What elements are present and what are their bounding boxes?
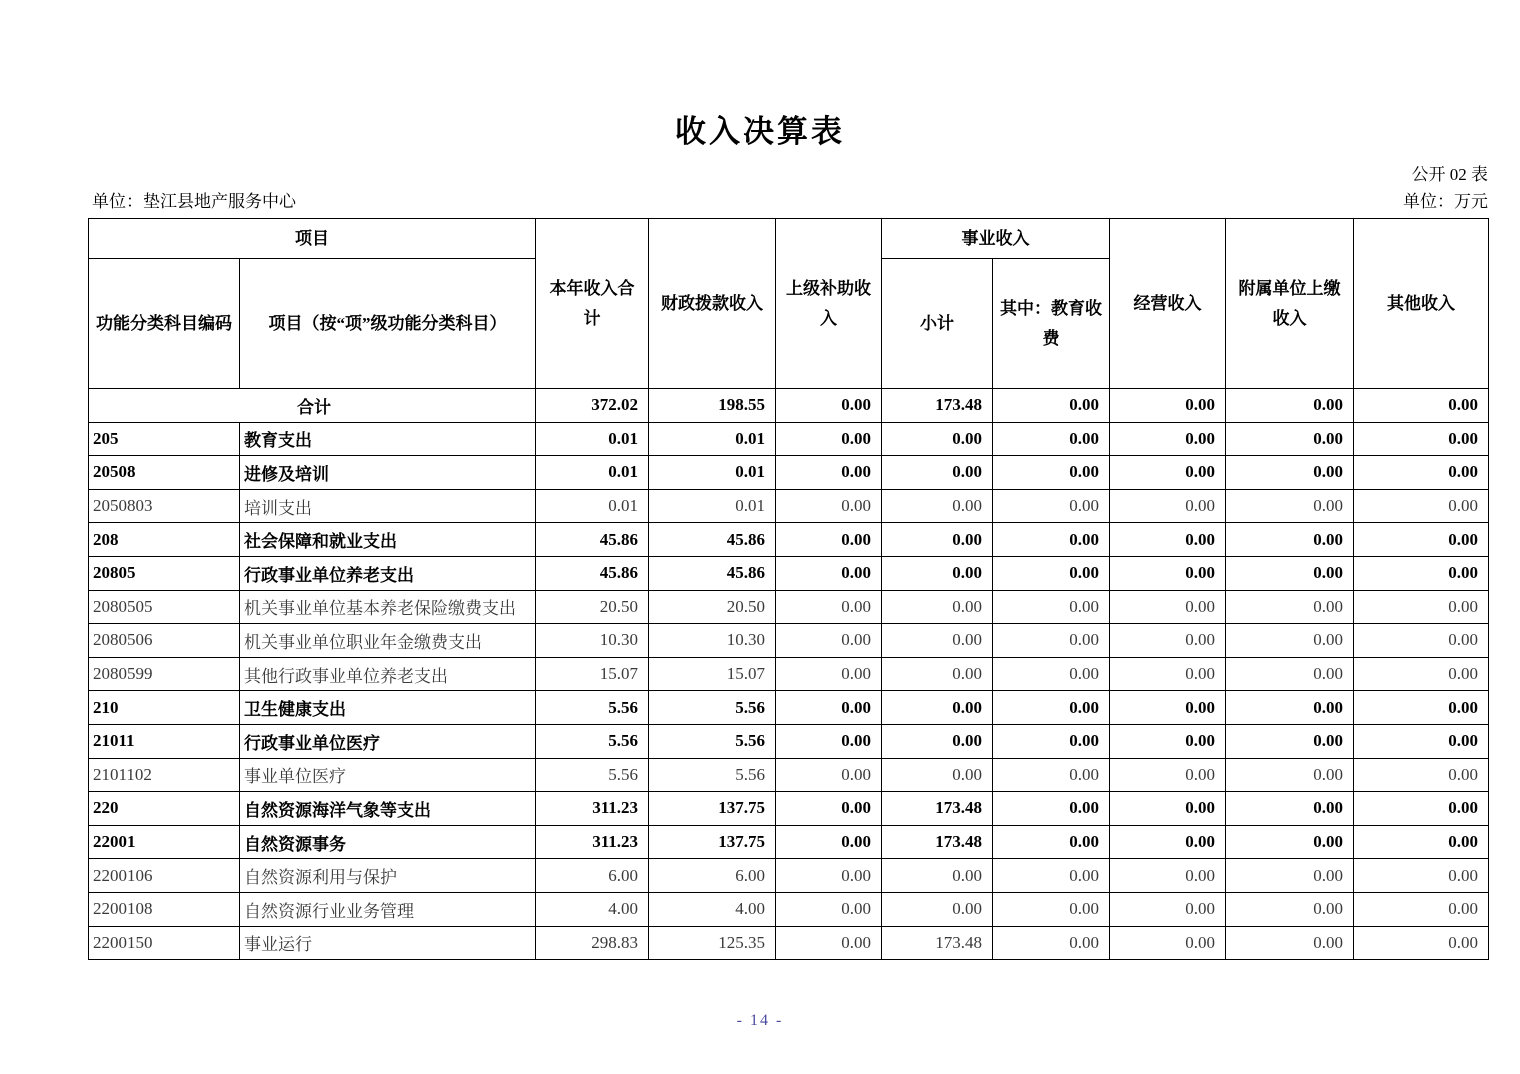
row-value: 0.00	[1226, 926, 1354, 960]
row-value: 0.00	[1226, 422, 1354, 456]
row-value: 0.00	[882, 724, 993, 758]
row-value: 0.00	[993, 657, 1110, 691]
row-function-code: 2101102	[89, 758, 240, 792]
meta-row	[92, 187, 1488, 212]
row-value: 0.00	[1110, 422, 1226, 456]
row-project-name: 自然资源事务	[240, 825, 536, 859]
row-value: 0.00	[776, 691, 882, 725]
row-value: 0.00	[1226, 691, 1354, 725]
row-project-name: 进修及培训	[240, 456, 536, 490]
row-value: 0.00	[1110, 489, 1226, 523]
row-value: 0.01	[649, 456, 776, 490]
row-project-name: 培训支出	[240, 489, 536, 523]
row-value: 0.00	[1354, 556, 1489, 590]
row-value: 0.00	[993, 691, 1110, 725]
row-project-name: 行政事业单位医疗	[240, 724, 536, 758]
table-row	[89, 489, 1489, 523]
row-value: 0.00	[1354, 590, 1489, 624]
row-value: 198.55	[649, 389, 776, 423]
row-value: 0.00	[776, 523, 882, 557]
table-row	[89, 724, 1489, 758]
row-value: 0.00	[993, 456, 1110, 490]
row-value: 0.01	[649, 422, 776, 456]
header-other-income: 其他收入	[1354, 219, 1489, 389]
row-project-name: 事业单位医疗	[240, 758, 536, 792]
row-value: 0.00	[1354, 389, 1489, 423]
row-function-code: 208	[89, 523, 240, 557]
row-project-name: 行政事业单位养老支出	[240, 556, 536, 590]
row-value: 0.00	[1354, 758, 1489, 792]
row-value: 5.56	[649, 758, 776, 792]
row-value: 0.00	[776, 389, 882, 423]
row-value: 5.56	[649, 691, 776, 725]
row-value: 0.00	[776, 926, 882, 960]
row-value: 0.00	[1226, 389, 1354, 423]
row-value: 0.00	[882, 758, 993, 792]
row-value: 0.00	[1110, 556, 1226, 590]
row-value: 0.01	[536, 422, 649, 456]
row-function-code: 2200106	[89, 859, 240, 893]
row-value: 5.56	[536, 691, 649, 725]
row-value: 0.00	[1354, 792, 1489, 826]
row-project-name: 自然资源利用与保护	[240, 859, 536, 893]
row-value: 0.00	[993, 859, 1110, 893]
header-superior-subsidy: 上级补助收入	[776, 219, 882, 389]
row-value: 0.00	[1110, 892, 1226, 926]
table-row	[89, 825, 1489, 859]
row-value: 0.00	[993, 590, 1110, 624]
row-value: 0.00	[776, 456, 882, 490]
row-value: 0.00	[882, 624, 993, 658]
header-project-name: 项目（按“项”级功能分类科目）	[240, 259, 536, 389]
row-value: 0.00	[1110, 389, 1226, 423]
row-value: 0.00	[882, 523, 993, 557]
row-project-name: 社会保障和就业支出	[240, 523, 536, 557]
page-title: 收入决算表	[675, 114, 845, 149]
row-function-code: 2050803	[89, 489, 240, 523]
row-value: 6.00	[536, 859, 649, 893]
table-body	[89, 389, 1489, 960]
header-operating-income: 经营收入	[1110, 219, 1226, 389]
row-value: 0.00	[882, 556, 993, 590]
row-value: 173.48	[882, 926, 993, 960]
table-row	[89, 389, 1489, 423]
row-value: 0.00	[776, 724, 882, 758]
row-value: 137.75	[649, 792, 776, 826]
row-value: 298.83	[536, 926, 649, 960]
row-value: 4.00	[649, 892, 776, 926]
row-value: 0.00	[1110, 724, 1226, 758]
row-value: 20.50	[536, 590, 649, 624]
row-function-code: 21011	[89, 724, 240, 758]
row-function-code: 220	[89, 792, 240, 826]
table-row	[89, 556, 1489, 590]
row-value: 0.00	[1354, 624, 1489, 658]
row-function-code: 210	[89, 691, 240, 725]
header-affiliated-remit: 附属单位上缴收入	[1226, 219, 1354, 389]
row-value: 0.00	[1354, 859, 1489, 893]
row-value: 0.01	[649, 489, 776, 523]
row-value: 6.00	[649, 859, 776, 893]
table-row	[89, 892, 1489, 926]
row-value: 0.00	[776, 859, 882, 893]
row-value: 0.00	[1354, 422, 1489, 456]
row-project-name: 其他行政事业单位养老支出	[240, 657, 536, 691]
row-value: 10.30	[536, 624, 649, 658]
table-row	[89, 758, 1489, 792]
row-value: 10.30	[649, 624, 776, 658]
row-value: 0.00	[1226, 859, 1354, 893]
row-value: 0.00	[993, 825, 1110, 859]
org-unit-label: 单位：垫江县地产服务中心	[92, 192, 296, 211]
row-value: 0.00	[1110, 657, 1226, 691]
row-value: 15.07	[649, 657, 776, 691]
page-number: - 14 -	[736, 1012, 784, 1029]
row-value: 0.00	[993, 422, 1110, 456]
table-row	[89, 926, 1489, 960]
row-total-label: 合计	[89, 389, 536, 423]
row-value: 0.00	[1226, 892, 1354, 926]
row-value: 0.00	[993, 926, 1110, 960]
header-education-fee: 其中：教育收费	[993, 259, 1110, 389]
header-project-group: 项目	[89, 219, 536, 259]
table-row	[89, 422, 1489, 456]
row-value: 0.00	[1226, 758, 1354, 792]
row-value: 0.00	[882, 422, 993, 456]
row-value: 0.00	[1110, 825, 1226, 859]
header-function-code: 功能分类科目编码	[89, 259, 240, 389]
row-function-code: 2080506	[89, 624, 240, 658]
row-function-code: 2080505	[89, 590, 240, 624]
row-value: 173.48	[882, 389, 993, 423]
table-header	[89, 219, 1489, 389]
row-value: 5.56	[536, 724, 649, 758]
row-value: 173.48	[882, 792, 993, 826]
row-value: 0.00	[1110, 758, 1226, 792]
row-value: 0.00	[993, 724, 1110, 758]
row-function-code: 2200108	[89, 892, 240, 926]
row-value: 0.00	[1110, 691, 1226, 725]
row-value: 0.00	[993, 892, 1110, 926]
row-value: 311.23	[536, 792, 649, 826]
row-value: 0.00	[1354, 523, 1489, 557]
row-value: 0.01	[536, 456, 649, 490]
row-project-name: 自然资源行业业务管理	[240, 892, 536, 926]
row-value: 0.00	[1226, 556, 1354, 590]
row-value: 0.00	[882, 859, 993, 893]
table-row	[89, 657, 1489, 691]
row-function-code: 20508	[89, 456, 240, 490]
row-value: 0.00	[882, 657, 993, 691]
row-value: 0.00	[1226, 489, 1354, 523]
row-value: 15.07	[536, 657, 649, 691]
row-value: 0.00	[1226, 724, 1354, 758]
row-value: 45.86	[536, 523, 649, 557]
row-value: 0.00	[1110, 590, 1226, 624]
row-value: 0.00	[776, 792, 882, 826]
row-value: 0.00	[1226, 624, 1354, 658]
row-value: 5.56	[649, 724, 776, 758]
row-value: 0.00	[776, 590, 882, 624]
row-project-name: 机关事业单位基本养老保险缴费支出	[240, 590, 536, 624]
row-value: 125.35	[649, 926, 776, 960]
row-value: 45.86	[649, 556, 776, 590]
header-year-total: 本年收入合计	[536, 219, 649, 389]
row-value: 0.00	[882, 456, 993, 490]
row-value: 0.00	[1226, 825, 1354, 859]
row-value: 45.86	[649, 523, 776, 557]
currency-unit-label: 单位：万元	[1403, 192, 1488, 211]
row-value: 0.00	[993, 624, 1110, 658]
row-value: 173.48	[882, 825, 993, 859]
row-function-code: 2080599	[89, 657, 240, 691]
row-function-code: 20805	[89, 556, 240, 590]
row-value: 0.00	[1110, 523, 1226, 557]
row-value: 0.00	[776, 758, 882, 792]
table-row	[89, 792, 1489, 826]
table-code-label: 公开 02 表	[1411, 165, 1488, 184]
row-value: 0.00	[1226, 657, 1354, 691]
header-row-groups	[89, 219, 1489, 259]
row-value: 5.56	[536, 758, 649, 792]
row-value: 0.00	[1226, 456, 1354, 490]
table-row	[89, 859, 1489, 893]
row-project-name: 卫生健康支出	[240, 691, 536, 725]
table-row	[89, 624, 1489, 658]
revenue-final-accounts-table	[88, 218, 1489, 960]
row-value: 20.50	[649, 590, 776, 624]
table-row	[89, 456, 1489, 490]
row-value: 0.00	[1110, 926, 1226, 960]
row-project-name: 自然资源海洋气象等支出	[240, 792, 536, 826]
row-value: 0.00	[776, 892, 882, 926]
row-value: 0.00	[882, 892, 993, 926]
row-value: 0.00	[993, 523, 1110, 557]
row-value: 372.02	[536, 389, 649, 423]
row-value: 0.00	[1110, 859, 1226, 893]
row-value: 0.00	[1354, 724, 1489, 758]
row-value: 0.00	[993, 556, 1110, 590]
row-value: 0.00	[1110, 624, 1226, 658]
row-value: 137.75	[649, 825, 776, 859]
row-value: 0.00	[993, 792, 1110, 826]
row-value: 0.00	[776, 556, 882, 590]
row-value: 0.00	[1354, 657, 1489, 691]
row-project-name: 机关事业单位职业年金缴费支出	[240, 624, 536, 658]
row-value: 0.00	[776, 489, 882, 523]
row-value: 0.00	[882, 691, 993, 725]
row-value: 0.00	[882, 590, 993, 624]
row-value: 311.23	[536, 825, 649, 859]
header-subtotal: 小计	[882, 259, 993, 389]
row-value: 0.00	[776, 422, 882, 456]
table-row	[89, 523, 1489, 557]
row-value: 0.00	[1226, 590, 1354, 624]
row-project-name: 事业运行	[240, 926, 536, 960]
row-value: 0.00	[776, 624, 882, 658]
header-fiscal-appropriation: 财政拨款收入	[649, 219, 776, 389]
row-value: 0.00	[993, 758, 1110, 792]
row-project-name: 教育支出	[240, 422, 536, 456]
table-row	[89, 590, 1489, 624]
row-value: 0.00	[1354, 456, 1489, 490]
row-value: 0.00	[1110, 792, 1226, 826]
row-value: 0.00	[1354, 825, 1489, 859]
row-value: 0.00	[1354, 892, 1489, 926]
row-value: 0.00	[776, 825, 882, 859]
table-row	[89, 691, 1489, 725]
row-value: 0.00	[993, 489, 1110, 523]
row-value: 0.00	[993, 389, 1110, 423]
row-value: 0.00	[1354, 691, 1489, 725]
row-value: 0.00	[882, 489, 993, 523]
row-value: 0.00	[1226, 523, 1354, 557]
row-function-code: 205	[89, 422, 240, 456]
header-business-income-group: 事业收入	[882, 219, 1110, 259]
row-value: 0.00	[776, 657, 882, 691]
row-value: 45.86	[536, 556, 649, 590]
row-value: 4.00	[536, 892, 649, 926]
row-value: 0.01	[536, 489, 649, 523]
row-value: 0.00	[1354, 489, 1489, 523]
row-value: 0.00	[1226, 792, 1354, 826]
row-value: 0.00	[1110, 456, 1226, 490]
row-value: 0.00	[1354, 926, 1489, 960]
row-function-code: 2200150	[89, 926, 240, 960]
row-function-code: 22001	[89, 825, 240, 859]
